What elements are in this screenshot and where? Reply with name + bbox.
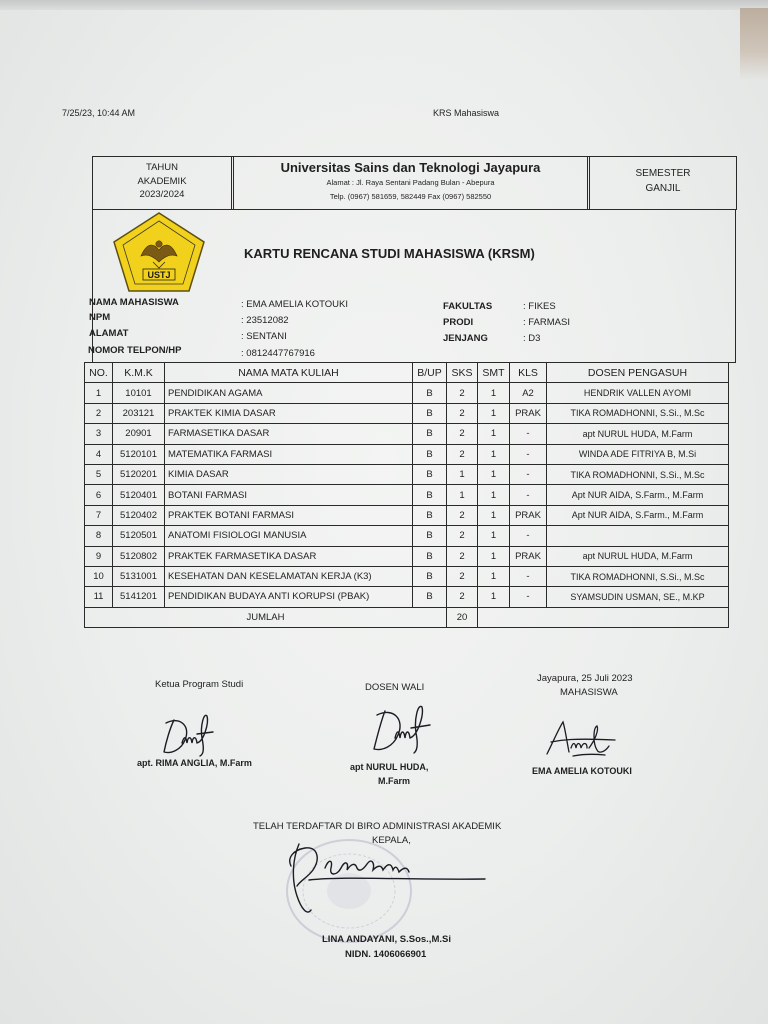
course-row: [85, 566, 729, 586]
head-of-program-name: apt. RIMA ANGLIA, M.Farm: [137, 758, 252, 768]
course-type: B: [413, 485, 447, 505]
separator: :: [523, 333, 526, 344]
course-no: 2: [85, 403, 113, 423]
university-address: Alamat : Jl. Raya Sentani Padang Bulan - Abepura: [326, 178, 495, 187]
level: D3: [528, 333, 541, 344]
course-lecturer: Apt NUR AIDA, S.Farm., M.Farm: [547, 505, 729, 525]
course-code: 10101: [113, 383, 165, 403]
print-page-title: KRS Mahasiswa: [433, 108, 500, 118]
student-phone: 0812447767916: [246, 348, 315, 359]
program-label: PRODI: [443, 317, 474, 328]
course-lecturer: TIKA ROMADHONNI, S.Si., M.Sc: [547, 464, 729, 484]
course-credits: 1: [447, 464, 478, 484]
course-name: PRAKTEK BOTANI FARMASI: [165, 505, 413, 525]
course-lecturer: HENDRIK VALLEN AYOMI: [547, 383, 729, 403]
course-class: PRAK: [510, 505, 547, 525]
course-type: B: [413, 505, 447, 525]
advisor-name: apt NURUL HUDA,: [350, 762, 429, 772]
course-credits: 2: [447, 403, 478, 423]
course-no: 9: [85, 546, 113, 566]
course-semester: 1: [478, 383, 510, 403]
student-name-label: NAMA MAHASISWA: [89, 297, 179, 308]
course-class: -: [510, 587, 547, 607]
course-class: -: [510, 444, 547, 464]
course-no: 5: [85, 464, 113, 484]
course-name: PRAKTEK KIMIA DASAR: [165, 403, 413, 423]
faculty-label: FAKULTAS: [443, 301, 493, 312]
course-lecturer: WINDA ADE FITRIYA B, M.Si: [547, 444, 729, 464]
registered-statement: TELAH TERDAFTAR DI BIRO ADMINISTRASI AKADEMIK: [253, 821, 502, 832]
course-credits: 2: [447, 383, 478, 403]
student-phone-field: [241, 348, 315, 359]
total-credits: 20: [447, 607, 478, 627]
course-row: [85, 444, 729, 464]
course-semester: 1: [478, 566, 510, 586]
academic-year: 2023/2024: [139, 189, 185, 200]
student-npm-label: NPM: [89, 312, 111, 323]
student-address-field: [241, 331, 287, 342]
course-code: 203121: [113, 403, 165, 423]
separator: :: [523, 301, 526, 312]
student-address: SENTANI: [246, 331, 287, 342]
table-header-row: [85, 363, 729, 383]
faculty-field: [523, 301, 556, 312]
course-row: [85, 485, 729, 505]
separator: :: [241, 348, 244, 359]
semester-cell: [590, 157, 736, 209]
desk-corner: [740, 8, 768, 80]
student-npm-field: [241, 315, 289, 326]
col-header-semester: SMT: [478, 363, 510, 383]
form-title: KARTU RENCANA STUDI MAHASISWA (KRSM): [244, 246, 535, 261]
course-semester: 1: [478, 485, 510, 505]
course-semester: 1: [478, 546, 510, 566]
student-phone-label: NOMOR TELPON/HP: [88, 345, 182, 356]
place-date: Jayapura, 25 Juli 2023: [537, 673, 633, 684]
course-name: KIMIA DASAR: [165, 464, 413, 484]
course-name: PRAKTEK FARMASETIKA DASAR: [165, 546, 413, 566]
course-credits: 2: [447, 526, 478, 546]
total-empty-cell: [478, 607, 729, 627]
advisor-degree: M.Farm: [378, 776, 411, 786]
course-row: [85, 546, 729, 566]
course-lecturer: [547, 526, 729, 546]
course-no: 8: [85, 526, 113, 546]
student-address-label: ALAMAT: [89, 328, 129, 339]
course-lecturer: apt NURUL HUDA, M.Farm: [547, 546, 729, 566]
course-lecturer: apt NURUL HUDA, M.Farm: [547, 424, 729, 444]
course-class: -: [510, 526, 547, 546]
course-class: -: [510, 485, 547, 505]
program-field: [523, 317, 570, 328]
col-header-class: KLS: [510, 363, 547, 383]
course-credits: 2: [447, 566, 478, 586]
course-semester: 1: [478, 403, 510, 423]
logo-text: USTJ: [147, 270, 171, 280]
course-row: [85, 383, 729, 403]
course-row: [85, 587, 729, 607]
course-no: 10: [85, 566, 113, 586]
student-signature-name: EMA AMELIA KOTOUKI: [532, 766, 632, 776]
col-header-credits: SKS: [447, 363, 478, 383]
course-type: B: [413, 587, 447, 607]
course-class: PRAK: [510, 546, 547, 566]
course-no: 3: [85, 424, 113, 444]
total-row: [85, 607, 729, 627]
course-semester: 1: [478, 464, 510, 484]
col-header-code: K.M.K: [113, 363, 165, 383]
course-semester: 1: [478, 526, 510, 546]
course-code: 5120101: [113, 444, 165, 464]
course-no: 11: [85, 587, 113, 607]
col-header-type: B/UP: [413, 363, 447, 383]
course-class: PRAK: [510, 403, 547, 423]
separator: :: [241, 315, 244, 326]
course-class: -: [510, 464, 547, 484]
student-signature: [543, 716, 619, 762]
program: FARMASI: [528, 317, 570, 328]
course-credits: 1: [447, 485, 478, 505]
course-lecturer: Apt NUR AIDA, S.Farm., M.Farm: [547, 485, 729, 505]
course-name: KESEHATAN DAN KESELAMATAN KERJA (K3): [165, 566, 413, 586]
course-code: 5120402: [113, 505, 165, 525]
course-type: B: [413, 424, 447, 444]
course-no: 4: [85, 444, 113, 464]
course-name: MATEMATIKA FARMASI: [165, 444, 413, 464]
registrar-name: LINA ANDAYANI, S.Sos.,M.Si: [322, 934, 451, 945]
course-lecturer: SYAMSUDIN USMAN, SE., M.KP: [547, 587, 729, 607]
advisor-title: DOSEN WALI: [365, 682, 425, 693]
registrar-title: KEPALA,: [372, 835, 411, 846]
course-type: B: [413, 546, 447, 566]
university-phone: Telp. (0967) 581659, 582449 Fax (0967) 582550: [329, 192, 492, 201]
course-credits: 2: [447, 587, 478, 607]
course-code: 5120401: [113, 485, 165, 505]
course-table: [84, 362, 729, 628]
course-credits: 2: [447, 546, 478, 566]
faculty: FIKES: [528, 301, 556, 312]
course-no: 1: [85, 383, 113, 403]
level-field: [523, 333, 540, 344]
course-lecturer: TIKA ROMADHONNI, S.Si., M.Sc: [547, 403, 729, 423]
semester-label: SEMESTER: [635, 168, 691, 179]
course-code: 5131001: [113, 566, 165, 586]
course-row: [85, 526, 729, 546]
course-name: BOTANI FARMASI: [165, 485, 413, 505]
student-name-field: [241, 299, 348, 310]
academic-year-label-2: AKADEMIK: [137, 175, 187, 187]
total-label: JUMLAH: [85, 607, 447, 627]
course-class: A2: [510, 383, 547, 403]
course-name: PENDIDIKAN AGAMA: [165, 383, 413, 403]
course-semester: 1: [478, 505, 510, 525]
student-npm: 23512082: [246, 315, 289, 326]
course-semester: 1: [478, 424, 510, 444]
course-type: B: [413, 403, 447, 423]
head-of-program-title: Ketua Program Studi: [155, 679, 244, 690]
course-type: B: [413, 383, 447, 403]
header-box: [92, 156, 737, 210]
course-semester: 1: [478, 444, 510, 464]
course-code: 5120501: [113, 526, 165, 546]
advisor-signature: [370, 703, 438, 755]
level-label: JENJANG: [443, 333, 488, 344]
academic-year-label-1: TAHUN: [145, 162, 179, 173]
course-code: 5120201: [113, 464, 165, 484]
course-name: FARMASETIKA DASAR: [165, 424, 413, 444]
print-datetime: 7/25/23, 10:44 AM: [62, 108, 136, 118]
separator: :: [241, 299, 244, 310]
course-type: B: [413, 526, 447, 546]
course-lecturer: TIKA ROMADHONNI, S.Si., M.Sc: [547, 566, 729, 586]
university-name: Universitas Sains dan Teknologi Jayapura: [280, 160, 541, 175]
col-header-course-name: NAMA MATA KULIAH: [165, 363, 413, 383]
registrar-id: NIDN. 1406066901: [345, 949, 427, 960]
course-class: -: [510, 424, 547, 444]
separator: :: [241, 331, 244, 342]
course-credits: 2: [447, 424, 478, 444]
course-code: 20901: [113, 424, 165, 444]
head-of-program-signature: [160, 712, 220, 758]
course-no: 7: [85, 505, 113, 525]
course-row: [85, 464, 729, 484]
course-name: ANATOMI FISIOLOGI MANUSIA: [165, 526, 413, 546]
course-credits: 2: [447, 444, 478, 464]
course-semester: 1: [478, 587, 510, 607]
course-no: 6: [85, 485, 113, 505]
student-title: MAHASISWA: [560, 687, 618, 698]
course-class: -: [510, 566, 547, 586]
course-type: B: [413, 566, 447, 586]
col-header-lecturer: DOSEN PENGASUH: [547, 363, 729, 383]
course-credits: 2: [447, 505, 478, 525]
university-logo: [113, 212, 205, 292]
photo-top-edge: [0, 0, 768, 10]
student-name: EMA AMELIA KOTOUKI: [246, 299, 349, 310]
course-code: 5120802: [113, 546, 165, 566]
course-name: PENDIDIKAN BUDAYA ANTI KORUPSI (PBAK): [165, 587, 413, 607]
course-code: 5141201: [113, 587, 165, 607]
university-cell: [231, 157, 590, 209]
col-header-no: NO.: [85, 363, 113, 383]
course-row: [85, 424, 729, 444]
academic-year-cell: [93, 157, 231, 209]
course-row: [85, 505, 729, 525]
course-row: [85, 403, 729, 423]
course-type: B: [413, 464, 447, 484]
course-type: B: [413, 444, 447, 464]
registrar-signature: [285, 836, 490, 924]
semester-value: GANJIL: [645, 183, 681, 194]
separator: :: [523, 317, 526, 328]
